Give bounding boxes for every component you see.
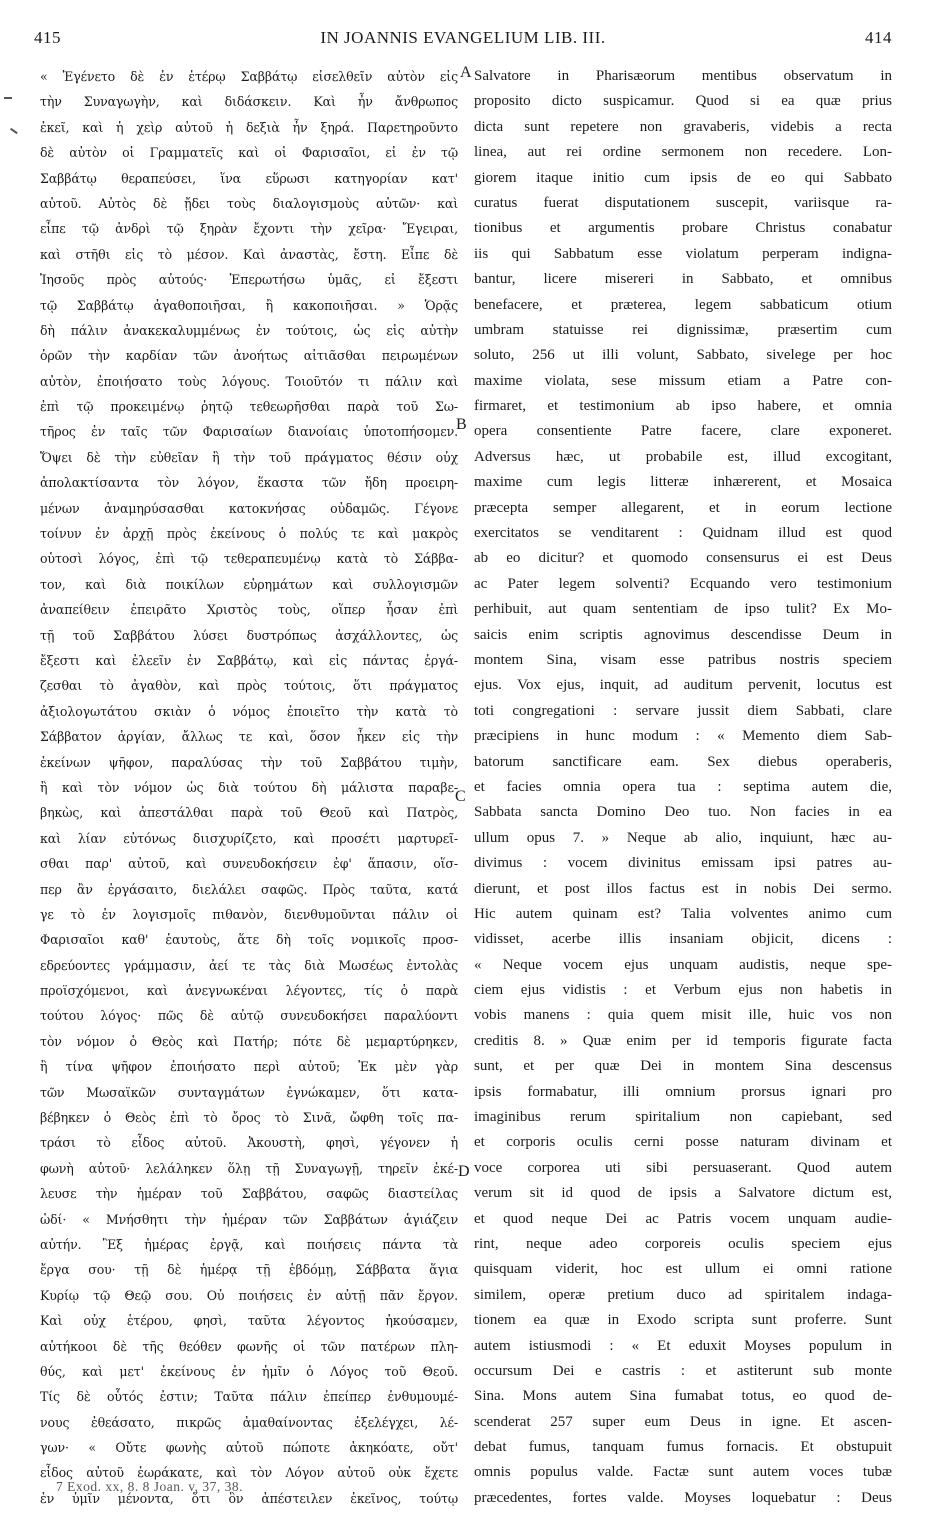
greek-text-line: βηκὼς, καὶ ἀπεστάλθαι παρὰ τοῦ Θεοῦ καὶ Πατρὸς, (40, 805, 458, 821)
greek-text-line: ἢ καὶ τὸν νόμον ὡς διὰ τούτου δὴ μάλιστα παραβε- (40, 779, 458, 795)
margin-letter-d: D (458, 1163, 470, 1180)
latin-text-line: ejus. Vox ejus, inquit, ad auditum pervenit, locutus est (474, 677, 892, 694)
greek-text-line: καὶ λίαν εὐτόνως διισχυρίζετο, καὶ προσέτι μαρτυρεῖ- (40, 830, 458, 846)
greek-text-line: Ὄψει δὲ τὴν εὐθεῖαν ἢ τὴν τοῦ πράγματος θέσιν οὐχ (40, 449, 458, 465)
greek-text-line: τοίνυν ἐν ἀρχῇ πρὸς ἐκείνους ὁ πολύς τε καὶ μακρὸς (40, 526, 458, 542)
latin-text-line: creditis 8. » Quæ enim per id temporis figurate facta (474, 1032, 892, 1049)
latin-text-line: occursum Dei e castris : et astiterunt sub monte (474, 1362, 892, 1379)
greek-text-line: τράσι τὸ εἶδος αὐτοῦ. Ἀκουστὴ, φησὶ, γέγονεν ἡ (40, 1135, 458, 1151)
greek-text-line: λευσε τὴν ἡμέραν τοῦ Σαββάτου, σαφῶς διαστείλας (40, 1186, 458, 1202)
greek-text-line: ὡδί· « Μνήσθητι τὴν ἡμέραν τῶν Σαββάτων ἁγιάζειν (40, 1211, 458, 1227)
latin-text-line: verum sit id quod de ipsis a Salvatore dictum est, (474, 1185, 892, 1202)
latin-text-line: similem, operæ pretium duco ad spiritalem indaga- (474, 1286, 892, 1303)
latin-text-line: et facies omnia opera tua : septima autem die, (474, 778, 892, 795)
greek-text-line: ἀπολακτίσαντα τὸν λόγον, ἕκαστα τῶν ἤδη προειρη- (40, 475, 458, 491)
latin-text-line: saicis enim scriptis agnovimus descendisse Deum in (474, 626, 892, 643)
margin-letter-b: B (456, 416, 467, 433)
greek-text-line: τῆρος ἐν ταῖς τῶν Φαρισαίων διανοίαις ὑποτοπήσομεν. (40, 424, 458, 440)
greek-text-line: τῷ Σαββάτῳ ἀγαθοποιῆσαι, ἢ κακοποιῆσαι. » Ὁρᾷς (40, 297, 458, 313)
greek-text-line: ἀξιολογωτάτου σκιὰν ὁ νόμος ἐποιεῖτο τὴν κατὰ τὸ (40, 703, 458, 719)
latin-text-line: præcepta semper allegarent, et in eorum lectione (474, 499, 892, 516)
latin-text-line: bantur, licere misereri in Sabbato, et omnibus (474, 271, 892, 288)
latin-text-line: ipsis formabatur, illi omnium prorsus ignari pro (474, 1083, 892, 1100)
greek-text-line: αὐτὸν, ἐποιήσατο τοὺς λόγους. Τοιοῦτόν τι πάλιν καὶ (40, 373, 458, 389)
latin-text-line: « Neque vocem ejus unquam audistis, neque spe- (474, 956, 892, 973)
latin-text-line: ab eo dicitur? et quomodo consensurus ei est Deus (474, 550, 892, 567)
greek-text-line: ἔξεστι καὶ ἐλεεῖν ἐν Σαββάτῳ, καὶ εἰς πάντας ἐργά- (40, 652, 458, 668)
latin-text-line: maxime cum legis litteræ inhærerent, et Mosaica (474, 474, 892, 491)
latin-text-line: rint, neque adeo corporeis oculis speciem ejus (474, 1235, 892, 1252)
latin-text-line: imaginibus rerum spiritalium non capiebant, sed (474, 1109, 892, 1126)
latin-text-line: autem istiusmodi : « Et eduxit Moyses populum in (474, 1337, 892, 1354)
greek-text-line: αὐτοῦ. Αὐτὸς δὲ ᾔδει τοὺς διαλογισμοὺς αὐτῶν· καὶ (40, 195, 458, 211)
latin-text-line: ullum opus 7. » Neque ab alio, inquiunt, hæc au- (474, 829, 892, 846)
greek-text-line: προϊσχόμενοι, καὶ ἀνεγνωκέναι λέγοντες, τίς ὁ παρὰ (40, 983, 458, 999)
greek-text-line: περ ἂν ἐργάσαιτο, διελάλει σαφῶς. Πρὸς ταῦτα, κατά (40, 881, 458, 897)
greek-text-line: μένων ἀναμηρύσασθαι κατοκνήσας οὐδαμῶς. Γέγονε (40, 500, 458, 516)
greek-text-line: « Ἐγένετο δὲ ἐν ἑτέρῳ Σαββάτῳ εἰσελθεῖν αὐτὸν εἰς (40, 69, 458, 84)
latin-text-line: Sina. Mons autem Sina fumabat totus, eo quod de- (474, 1388, 892, 1405)
greek-text-line: εδρεύοντες γράμμασιν, ἀεί τε τὰς διὰ Μωσέως ἐντολὰς (40, 957, 458, 973)
page-number-left: 415 (34, 28, 61, 47)
greek-text-line: καὶ στῆθι εἰς τὸ μέσον. Καὶ ἀναστὰς, ἔστη. Εἶπε δὲ (40, 246, 458, 262)
latin-text-line: tionem ea quæ in Exodo scripta sunt proferre. Sunt (474, 1312, 892, 1329)
latin-text-line: præcedentes, fortes valde. Moyses loquebatur : Deus (474, 1489, 892, 1506)
latin-text-line: firmaret, et testimonium ab ipso habere, et omnia (474, 398, 892, 415)
latin-text-line: giorem itaque initio cum ipsis de eo qui Sabbato (474, 169, 892, 186)
greek-text-line: ἐν ὑμῖν μένοντα, ὅτι ὃν ἀπέστειλεν ἐκεῖνος, τούτῳ (40, 1490, 458, 1506)
latin-text-line: ac Pater legem solventi? Ecquando vero testimonium (474, 575, 892, 592)
margin-tick-mark (10, 128, 17, 134)
greek-text-line: Σάββατον ἀργίαν, ἄλλως τε καὶ, ὅσον ἧκεν εἰς τὴν (40, 729, 458, 745)
greek-text-line: δὴ πάλιν ἀνακεκαλυμμένως ἐν τούτοις, ὡς εἰς αὐτὴν (40, 322, 458, 338)
latin-text-line: curatus fuerat disputationem suscepit, variisque ra- (474, 194, 892, 211)
greek-text-line: Καὶ οὐχ ἑτέρου, φησὶ, ταῦτα λέγοντος ἠκούσαμεν, (40, 1313, 458, 1329)
greek-text-line: θύς, καὶ μετ' ἐκείνους ἐν ἡμῖν ὁ Λόγος τοῦ Θεοῦ. (40, 1363, 458, 1379)
greek-text-line: φωνὴ αὐτοῦ· λελάληκεν ὅλῃ τῇ Συναγωγῇ, τηρεῖν ἐκέ- (40, 1160, 458, 1176)
greek-text-line: τον, καὶ διὰ ποικίλων εὑρημάτων καὶ συλλογισμῶν (40, 576, 458, 592)
latin-text-line: montem Sina, visam esse patribus nostris speciem (474, 651, 892, 668)
greek-text-line: Ἰησοῦς πρὸς αὐτούς· Ἐπερωτήσω ὑμᾶς, εἰ ἔξεστι (40, 272, 458, 288)
latin-text-line: scenderat 257 super eum Deus in igne. Et ascen- (474, 1413, 892, 1430)
latin-text-line: divimus : vocem divinitus emissam ipsi patres au- (474, 855, 892, 872)
greek-text-line: οὑτοσὶ λόγος, ἐπὶ τῷ τεθεραπευμένῳ κατὰ τὸ Σάββα- (40, 551, 458, 567)
running-title: IN JOANNIS EVANGELIUM LIB. III. (320, 28, 606, 47)
latin-text-line: toti congregationi : servare jussit diem Sabbati, clare (474, 702, 892, 719)
greek-text-line: Σαββάτῳ θεραπεύσει, ἵνα εὕρωσι κατηγορίαν κατ' (40, 170, 458, 186)
greek-text-line: δὲ αὐτὸν οἱ Γραμματεῖς καὶ οἱ Φαρισαῖοι, εἰ ἐν τῷ (40, 145, 458, 161)
latin-text-line: maxime violata, sese missum etiam a Patre con- (474, 372, 892, 389)
latin-text-line: et corporis oculis cerni posse naturam divinam et (474, 1134, 892, 1151)
latin-text-line: Salvatore in Pharisæorum mentibus observatum in (474, 68, 892, 84)
greek-text-line: τὴν Συναγωγὴν, καὶ διδάσκειν. Καὶ ἦν ἄνθρωπος (40, 94, 458, 110)
latin-text-line: quisquam viderit, hoc est ullum ei omni ratione (474, 1261, 892, 1278)
greek-text-line: εἶπε τῷ ἀνδρὶ τῷ ξηρὰν ἔχοντι τὴν χεῖρα· Ἔγειραι, (40, 221, 458, 237)
latin-text-line: dierunt, et post illos factus est in nobis Dei sermo. (474, 880, 892, 897)
latin-text-line: Hic autem quinam est? Talia volventes animo cum (474, 905, 892, 922)
greek-text-line: γε τὸ ἐν λογισμοῖς πιθανὸν, διενθυμοῦνται πάλιν οἱ (40, 906, 458, 922)
latin-text-line: vidisset, acerbe illis insaniam objicit, dicens : (474, 931, 892, 948)
greek-text-line: ἔργα σου· τῇ δὲ ἡμέρᾳ τῇ ἑβδόμῃ, Σάββατα ἅγια (40, 1262, 458, 1278)
greek-text-line: Τίς δὲ οὗτός ἐστιν; Ταῦτα πάλιν ἐπείπερ ἐνθυμουμέ- (40, 1389, 458, 1405)
latin-text-column (474, 64, 892, 1511)
latin-text-line: proposito dicto suspicamur. Quod si ea quæ prius (474, 93, 892, 110)
latin-text-line: exercitatos se venditarent : Quidnam illud est quod (474, 525, 892, 542)
greek-text-line: γων· « Οὔτε φωνὴς αὐτοῦ πώποτε ἀκηκόατε, οὔτ' (40, 1440, 458, 1456)
greek-text-line: τὸν νόμον ὁ Θεὸς καὶ Πατήρ; πότε δὲ μεμαρτύρηκεν, (40, 1033, 458, 1049)
greek-text-line: ἀναπείθειν ἐπειρᾶτο Χριστὸς τοὺς, οἵπερ ἦσαν ἐπὶ (40, 602, 458, 618)
greek-text-line: εἶδος αὐτοῦ ἑωράκατε, καὶ τὸν Λόγον αὐτοῦ οὐκ ἔχετε (40, 1465, 458, 1481)
latin-text-line: præcipiens in hunc modum : « Memento diem Sab- (474, 728, 892, 745)
greek-text-line: Κυρίῳ τῷ Θεῷ σου. Οὐ ποιήσεις ἐν αὐτῇ πᾶν ἔργον. (40, 1287, 458, 1303)
greek-text-line: ἐκεῖ, καὶ ἡ χεὶρ αὐτοῦ ἡ δεξιὰ ἦν ξηρά. Παρετηροῦντο (40, 119, 458, 135)
latin-text-line: debat fumus, tanquam fumus fornacis. Et obstupuit (474, 1439, 892, 1456)
greek-text-line: ὁρῶν τὴν καρδίαν τῶν ἀνοήτως αἰτιᾶσθαι πειρωμένων (40, 348, 458, 364)
greek-text-line: νους ἐθεάσατο, πικρῶς ἀμαθαίνοντας ἐξελέγχει, λέ- (40, 1414, 458, 1430)
latin-text-line: et quod neque Dei ac Patris vocem unquam audie- (474, 1210, 892, 1227)
greek-text-line: τῶν Μωσαϊκῶν συνταγμάτων ἐγνώκαμεν, ὅτι κατα- (40, 1084, 458, 1100)
latin-text-line: perhibuit, aut quam sententiam de ipso tulit? Ex Mo- (474, 601, 892, 618)
greek-text-line: ζεσθαι τὸ ἀγαθὸν, καὶ πρὸς τούτοις, ὅτι πράγματος (40, 678, 458, 694)
latin-text-line: dicta sunt repetere non gravaberis, videbis a recta (474, 118, 892, 135)
latin-text-line: Sabbata sancta Domino Deo tuo. Non facies in ea (474, 804, 892, 821)
greek-text-line: αὐτήν. Ἓξ ἡμέρας ἐργᾷ, καὶ ποιήσεις πάντα τὰ (40, 1236, 458, 1252)
margin-tick-mark (4, 97, 12, 99)
latin-text-line: linea, aut rei ordine sermonem non recedere. Lon- (474, 144, 892, 161)
latin-text-line: tionibus et argumentis probare Christus conabatur (474, 220, 892, 237)
running-header (34, 28, 892, 52)
greek-text-line: τῇ τοῦ Σαββάτου λύσει δυστρόπως ἀσχάλλοντες, ὡς (40, 627, 458, 643)
latin-text-line: umbram statuisse rei dignissimæ, præsertim cum (474, 321, 892, 338)
latin-text-line: soluto, 256 ut illi volunt, Sabbato, sivelege per hoc (474, 347, 892, 364)
latin-text-line: sunt, et per quæ Dei in montem Sina descensus (474, 1058, 892, 1075)
latin-text-line: iis qui Sabbatum esse violatum perperam indigna- (474, 245, 892, 262)
page-number-right: 414 (865, 28, 892, 47)
greek-text-line: αὐτήκοοι δὲ τῆς θεόθεν φωνῆς οἱ τῶν πατέρων πλη- (40, 1338, 458, 1354)
margin-letter-c: C (455, 788, 466, 805)
latin-text-line: ciem ejus vidistis : et Verbum ejus non habetis in (474, 982, 892, 999)
greek-text-line: ἐπὶ τῷ προκειμένῳ ῥητῷ τεθεωρῆσθαι παρὰ τοῦ Σω- (40, 399, 458, 415)
greek-text-line: Φαρισαῖοι καθ' ἑαυτοὺς, ἅτε δὴ τοῖς νομικοῖς προσ- (40, 932, 458, 948)
greek-text-column (40, 64, 458, 1511)
greek-text-line: ἢ τίνα ψῆφον ἐποιήσατο περὶ αὐτοῦ; Ἐκ μὲν γὰρ (40, 1059, 458, 1075)
latin-text-line: batorum sanctificare eam. Sex diebus operaberis, (474, 753, 892, 770)
latin-text-line: voce corporea uti sibi persuaserant. Quod autem (474, 1159, 892, 1176)
latin-text-line: vobis manens : quia quem misit ille, huic vos non (474, 1007, 892, 1024)
latin-text-line: benefacere, et præterea, legem sabbaticum otium (474, 296, 892, 313)
latin-text-line: opera consentiente Patre facere, clare exponeret. (474, 423, 892, 440)
latin-text-line: omnis populus valde. Factæ sunt autem voces tubæ (474, 1464, 892, 1481)
greek-text-line: βέβηκεν ὁ Θεὸς ἐπὶ τὸ ὄρος τὸ Σινᾶ, ὤφθη τοῖς πα- (40, 1110, 458, 1126)
latin-text-line: Adversus hæc, ut probabile est, illud excogitant, (474, 448, 892, 465)
greek-text-line: ἐκείνων ψῆφον, παραλύσας τὴν τοῦ Σαββάτου τιμὴν, (40, 754, 458, 770)
greek-text-line: σθαι παρ' αὐτοῦ, καὶ συνευδοκήσειν ἐφ' ἅπασιν, οἵσ- (40, 856, 458, 872)
greek-text-line: τούτου λόγος· πῶς δὲ αὐτῷ συνευδοκήσει παραλύοντι (40, 1008, 458, 1024)
footnotes: 7 Exod. xx, 8. 8 Joan. v, 37, 38. (56, 1479, 243, 1494)
margin-letter-a: A (460, 64, 472, 81)
